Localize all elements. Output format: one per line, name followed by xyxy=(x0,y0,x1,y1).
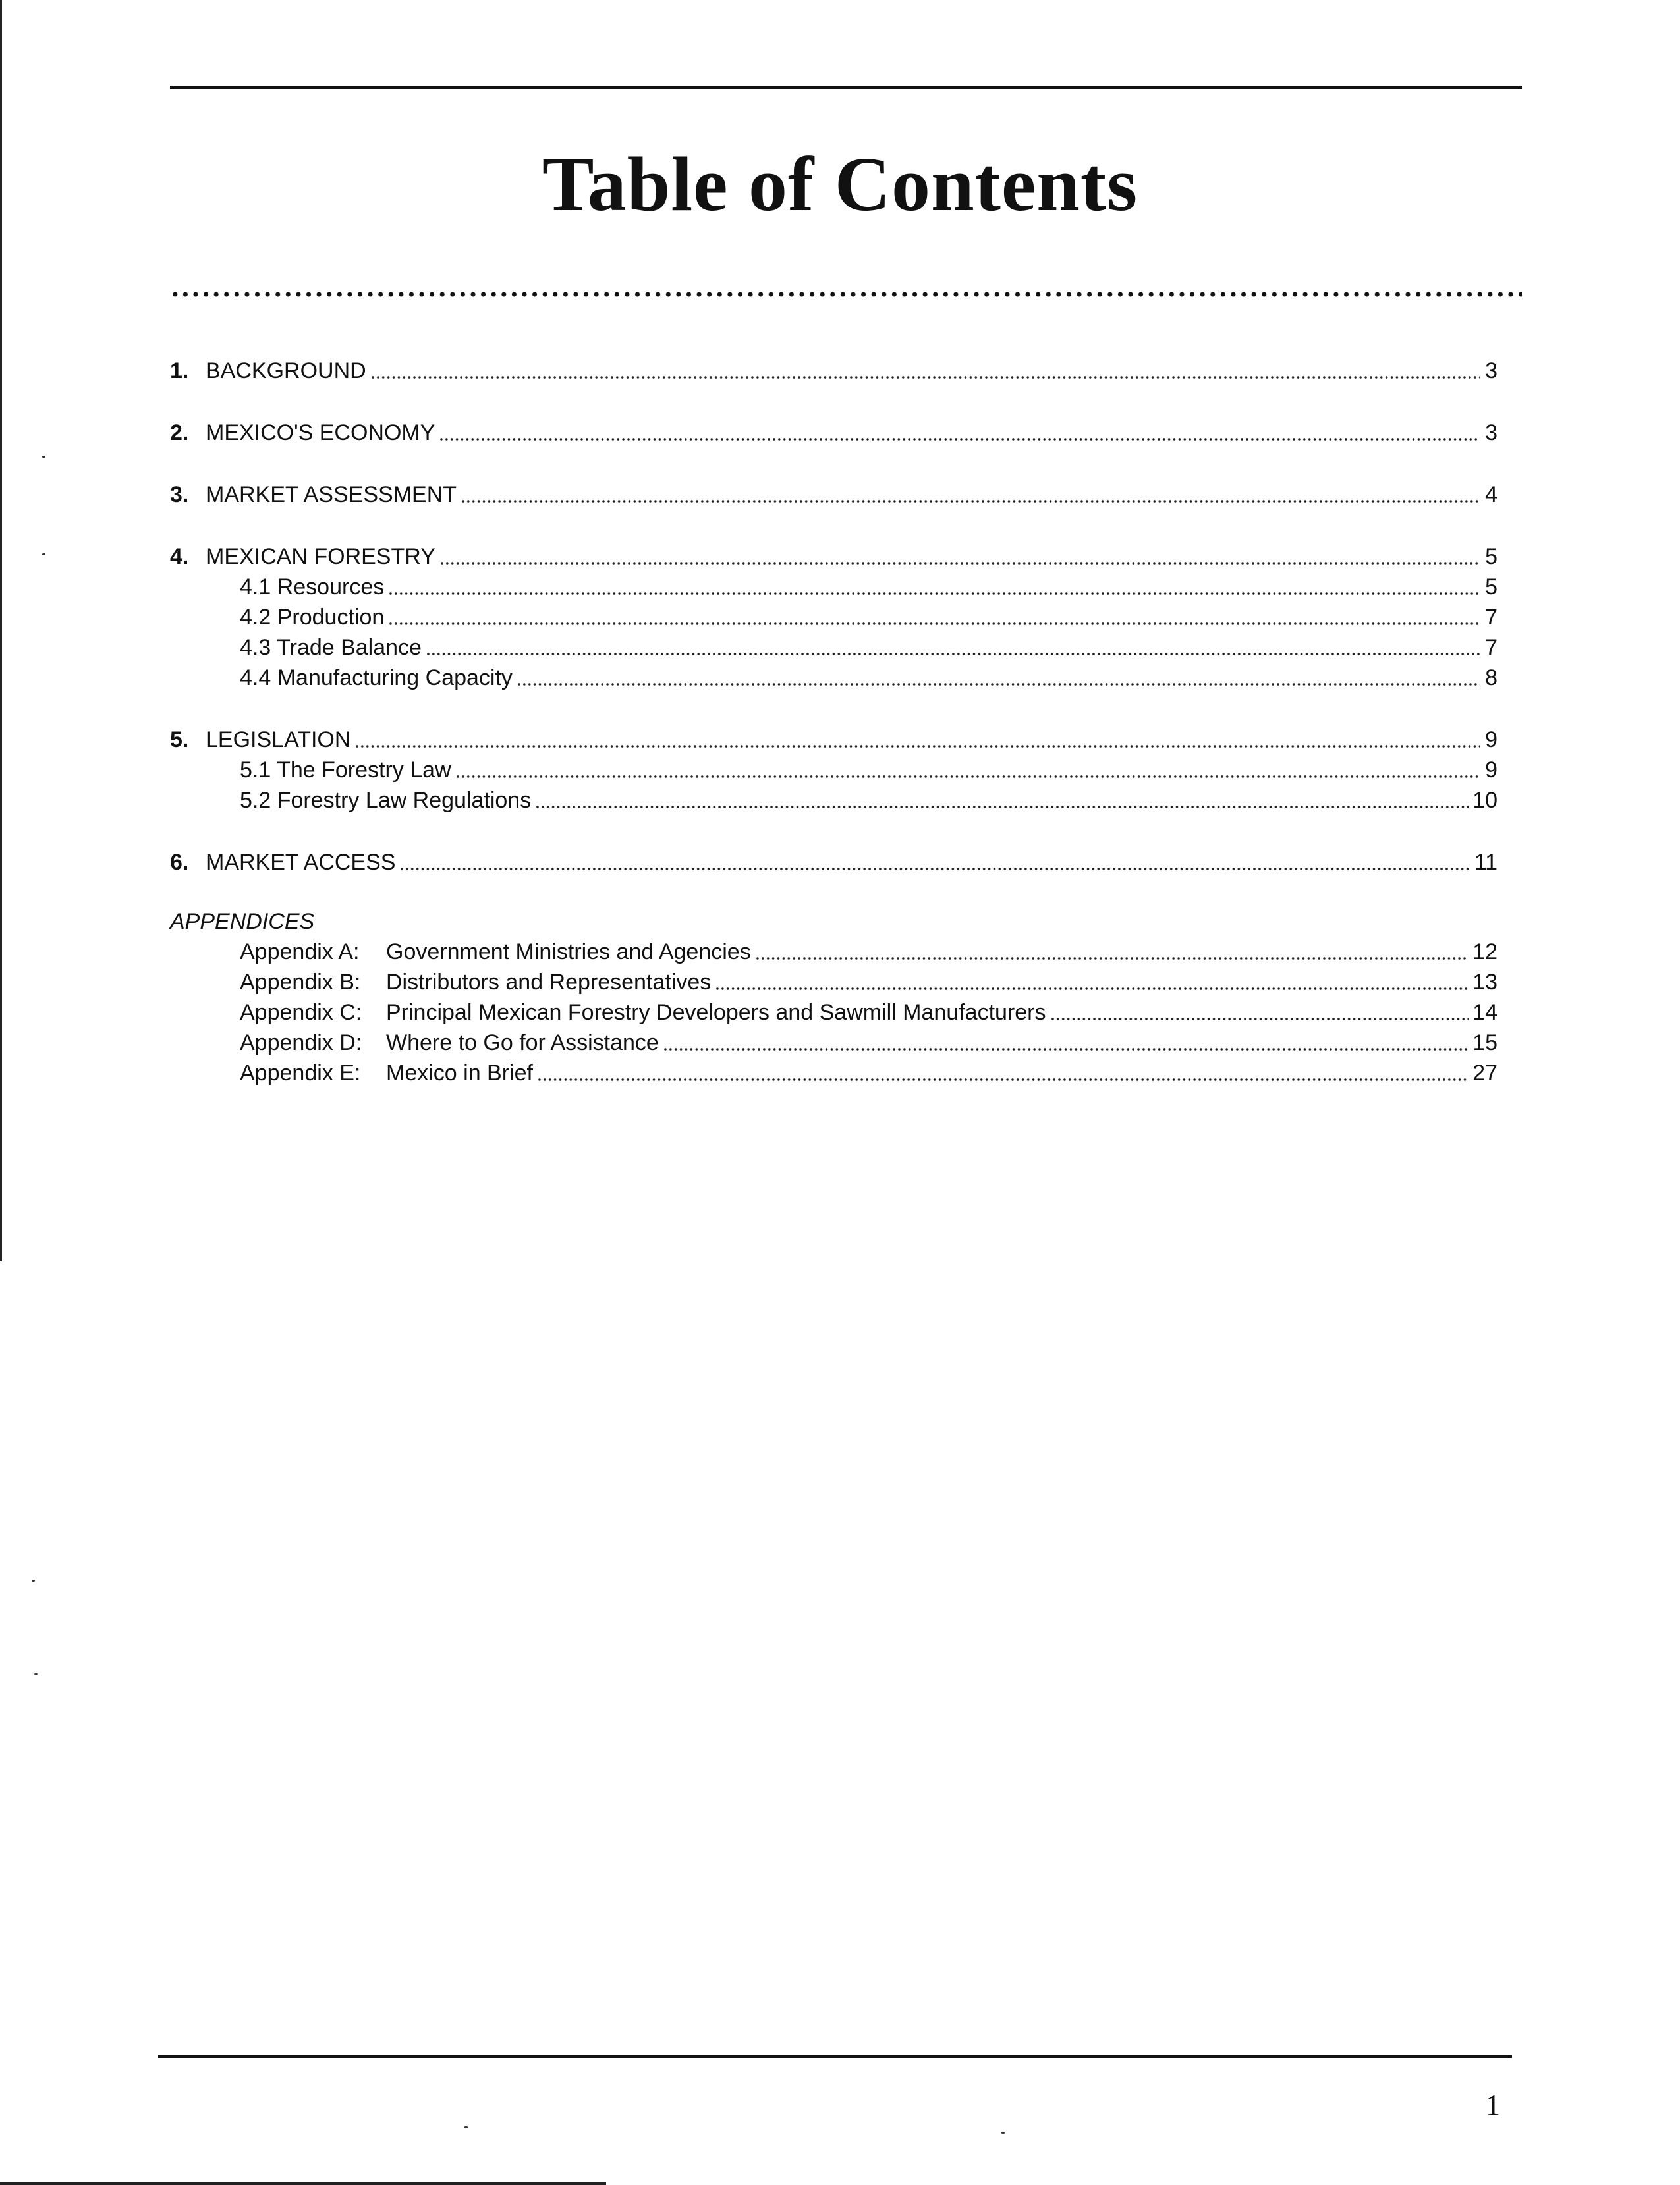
section-number: 6. xyxy=(170,850,189,875)
page-reference: 7 xyxy=(1485,605,1498,630)
section-title: LEGISLATION xyxy=(206,727,351,752)
scan-speck xyxy=(1001,2132,1005,2134)
section-title: MARKET ASSESSMENT xyxy=(206,482,457,507)
toc-entry-mexican-forestry[interactable] xyxy=(170,541,1498,572)
section-number: 3. xyxy=(170,482,189,507)
appendix-key: Appendix C: xyxy=(240,1000,362,1025)
subsection-title: 4.3 Trade Balance xyxy=(240,635,422,660)
appendix-title: Principal Mexican Forestry Developers and Sawmill Manufacturers xyxy=(386,1000,1046,1025)
subsection-title: 4.2 Production xyxy=(240,605,385,630)
toc-appendix-b[interactable] xyxy=(170,967,1498,997)
page-reference: 13 xyxy=(1472,970,1498,995)
scan-speck xyxy=(464,2126,468,2128)
dot-leader xyxy=(1050,1016,1469,1022)
dot-leader xyxy=(399,866,1470,872)
page-reference: 5 xyxy=(1485,574,1498,599)
dot-leader xyxy=(663,1046,1469,1053)
appendix-key: Appendix A: xyxy=(240,939,360,964)
dot-leader xyxy=(455,773,1480,780)
page-reference: 9 xyxy=(1485,758,1498,783)
dot-leader xyxy=(370,374,1480,381)
toc-appendix-c[interactable] xyxy=(170,997,1498,1028)
dot-leader xyxy=(537,1076,1469,1083)
page-reference: 5 xyxy=(1485,544,1498,569)
section-title: MEXICAN FORESTRY xyxy=(206,544,435,569)
dot-leader xyxy=(755,955,1469,962)
page-reference: 4 xyxy=(1485,482,1498,507)
subsection-title: 4.4 Manufacturing Capacity xyxy=(240,665,513,690)
scan-speck xyxy=(32,1580,35,1582)
scan-speck xyxy=(34,1673,38,1675)
section-title: MARKET ACCESS xyxy=(206,850,396,875)
section-number: 1. xyxy=(170,358,189,383)
section-number: 5. xyxy=(170,727,189,752)
page-number: 1 xyxy=(1486,2089,1500,2121)
dot-leader xyxy=(461,498,1480,505)
section-title: BACKGROUND xyxy=(206,358,366,383)
scan-speck xyxy=(42,553,45,555)
dot-leader xyxy=(426,651,1480,657)
toc-subentry-trade-balance[interactable] xyxy=(170,632,1498,663)
table-of-contents xyxy=(170,356,1498,1088)
section-number: 4. xyxy=(170,544,189,569)
page-title: Table of Contents xyxy=(542,141,1138,227)
toc-appendix-a[interactable] xyxy=(170,937,1498,967)
appendix-key: Appendix B: xyxy=(240,970,361,995)
subsection-title: 5.1 The Forestry Law xyxy=(240,758,451,783)
page-reference: 14 xyxy=(1472,1000,1498,1025)
toc-subentry-resources[interactable] xyxy=(170,572,1498,602)
appendix-title: Distributors and Representatives xyxy=(386,970,712,995)
toc-subentry-production[interactable] xyxy=(170,602,1498,632)
appendix-key: Appendix D: xyxy=(240,1030,362,1055)
bottom-rule xyxy=(158,2055,1512,2058)
page-reference: 27 xyxy=(1472,1061,1498,1086)
toc-entry-legislation[interactable] xyxy=(170,725,1498,755)
section-number: 2. xyxy=(170,420,189,445)
subsection-title: 4.1 Resources xyxy=(240,574,385,599)
page-reference: 9 xyxy=(1485,727,1498,752)
page-reference: 3 xyxy=(1485,420,1498,445)
page-reference: 15 xyxy=(1472,1030,1498,1055)
section-title: MEXICO'S ECONOMY xyxy=(206,420,435,445)
scan-speck xyxy=(42,456,45,458)
toc-entry-market-assessment[interactable] xyxy=(170,480,1498,510)
toc-subentry-manufacturing-capacity[interactable] xyxy=(170,663,1498,693)
toc-entry-market-access[interactable] xyxy=(170,847,1498,877)
toc-entry-background[interactable] xyxy=(170,356,1498,386)
top-rule xyxy=(170,86,1522,89)
appendix-title: Where to Go for Assistance xyxy=(386,1030,659,1055)
dot-leader xyxy=(354,743,1480,750)
subsection-title: 5.2 Forestry Law Regulations xyxy=(240,788,532,813)
dot-leader xyxy=(388,590,1480,597)
page-reference: 11 xyxy=(1474,850,1498,875)
page-reference: 7 xyxy=(1485,635,1498,660)
dot-leader xyxy=(535,804,1469,810)
dot-leader xyxy=(388,621,1480,627)
page-reference: 3 xyxy=(1485,358,1498,383)
page-reference: 8 xyxy=(1485,665,1498,690)
appendices-heading: APPENDICES xyxy=(170,909,315,934)
appendix-title: Government Ministries and Agencies xyxy=(386,939,751,964)
appendix-key: Appendix E: xyxy=(240,1061,361,1086)
toc-appendix-e[interactable] xyxy=(170,1058,1498,1088)
appendix-title: Mexico in Brief xyxy=(386,1061,533,1086)
dotted-divider xyxy=(170,291,1522,298)
toc-entry-mexicos-economy[interactable] xyxy=(170,418,1498,448)
dot-leader xyxy=(439,436,1480,443)
dot-leader xyxy=(517,681,1480,688)
toc-appendix-d[interactable] xyxy=(170,1028,1498,1058)
page-reference: 12 xyxy=(1472,939,1498,964)
toc-subentry-forestry-law[interactable] xyxy=(170,755,1498,785)
toc-subentry-forestry-law-regulations[interactable] xyxy=(170,785,1498,816)
dot-leader xyxy=(439,560,1480,567)
page-reference: 10 xyxy=(1472,788,1498,813)
scan-edge-bottom xyxy=(0,2182,606,2185)
dot-leader xyxy=(715,985,1469,992)
